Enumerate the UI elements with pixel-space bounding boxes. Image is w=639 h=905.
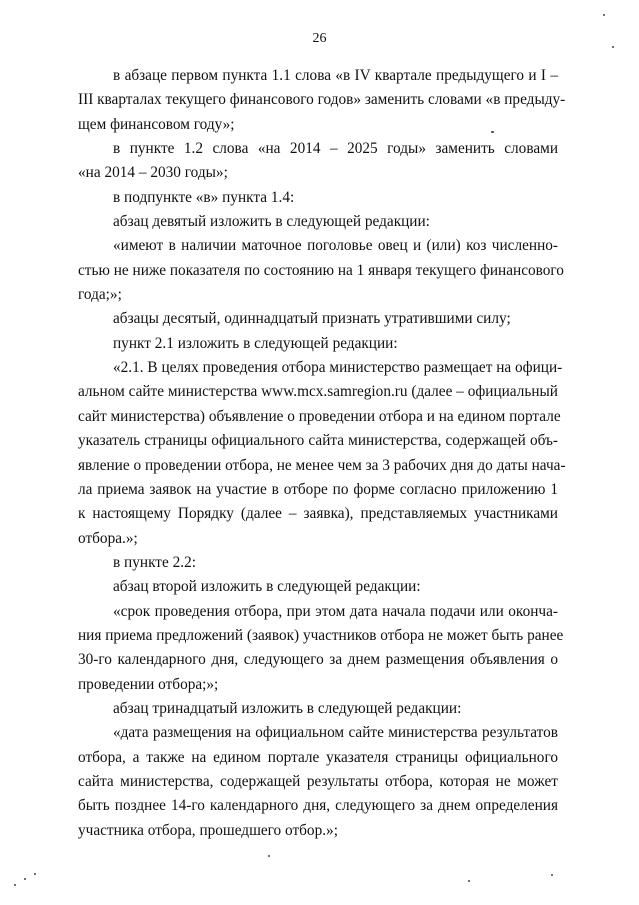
text-line: абзац девятый изложить в следующей редакции: xyxy=(113,213,430,231)
scan-speck xyxy=(612,46,614,48)
text-line: проведении отбора;»; xyxy=(78,675,219,693)
text-line: в подпункте «в» пункта 1.4: xyxy=(113,188,295,206)
text-line: стью не ниже показателя по состоянию на 1 января текущего финансового xyxy=(78,261,564,279)
scan-speck xyxy=(34,873,36,875)
scan-speck xyxy=(491,131,494,133)
scan-speck xyxy=(268,855,270,857)
text-line: ла приема заявок на участие в отборе по форме согласно приложению 1 xyxy=(78,480,558,498)
text-line: явление о проведении отбора, не менее чем за 3 рабочих дня до даты нача- xyxy=(78,456,566,474)
text-line: «срок проведения отбора, при этом дата начала подачи или оконча- xyxy=(113,602,558,620)
text-line: «на 2014 – 2030 годы»; xyxy=(78,164,228,182)
document-body xyxy=(78,64,566,843)
text-line: 30-го календарного дня, следующего за днем размещения объявления о xyxy=(78,651,558,669)
text-line: в пункте 1.2 слова «на 2014 – 2025 годы» заменить словами xyxy=(113,140,558,158)
scan-speck xyxy=(24,878,26,880)
text-line: «дата размещения на официальном сайте министерства результатов xyxy=(113,724,558,742)
text-line: указатель страницы официального сайта министерства, содержащей объ- xyxy=(78,432,558,450)
text-line: сайта министерства, содержащей результаты отбора, которая не может xyxy=(78,772,558,790)
scan-speck xyxy=(14,884,16,886)
scan-speck xyxy=(468,880,470,882)
text-line: абзац второй изложить в следующей редакции: xyxy=(113,578,421,596)
text-line: ния приема предложений (заявок) участников отбора не может быть ранее xyxy=(78,626,564,644)
text-line: пункт 2.1 изложить в следующей редакции: xyxy=(113,334,398,352)
text-line: альном сайте министерства www.mcx.samregion.ru (далее – официальный xyxy=(78,383,558,401)
scan-speck xyxy=(603,14,605,16)
text-line: к настоящему Порядку (далее – заявка), представляемых участниками xyxy=(78,505,558,523)
text-line: в пункте 2.2: xyxy=(113,553,196,571)
scan-speck xyxy=(551,874,553,876)
text-line: щем финансовом году»; xyxy=(78,115,235,133)
text-line: участника отбора, прошедшего отбор.»; xyxy=(78,821,338,839)
text-line: III кварталах текущего финансового годов» заменить словами «в предыду- xyxy=(78,91,566,109)
page-number: 26 xyxy=(312,31,327,46)
text-line: сайт министерства) объявление о проведении отбора и на едином портале xyxy=(78,407,561,425)
text-line: «2.1. В целях проведения отбора министерство размещает на офици- xyxy=(113,359,563,377)
text-line: отбора, а также на едином портале указателя страницы официального xyxy=(78,748,558,766)
text-line: абзац тринадцатый изложить в следующей редакции: xyxy=(113,699,462,717)
text-line: абзацы десятый, одиннадцатый признать утратившими силу; xyxy=(113,310,511,328)
text-line: года;»; xyxy=(78,286,122,304)
text-line: «имеют в наличии маточное поголовье овец и (или) коз численно- xyxy=(113,237,558,255)
text-line: быть позднее 14-го календарного дня, следующего за днем определения xyxy=(78,797,558,815)
text-line: в абзаце первом пункта 1.1 слова «в IV квартале предыдущего и I – xyxy=(113,67,558,84)
text-line: отбора.»; xyxy=(78,529,138,547)
